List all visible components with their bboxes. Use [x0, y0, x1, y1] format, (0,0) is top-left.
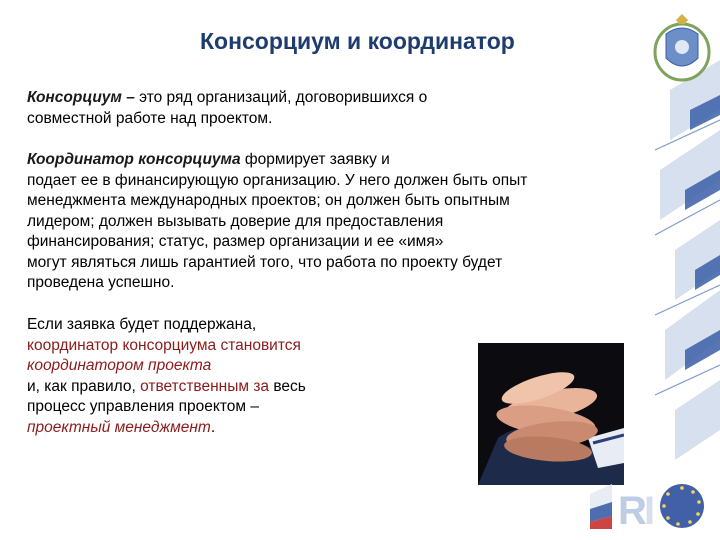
note-line-1: Если заявка будет поддержана,	[27, 316, 257, 333]
note-period: .	[210, 418, 216, 436]
coat-of-arms-icon	[652, 12, 712, 82]
coordinator-line: финансирования; статус, размер организации и ее «имя»	[27, 233, 444, 250]
coordinator-term: Координатор консорциума	[27, 151, 241, 168]
ris-logo	[582, 474, 712, 534]
note-line-6	[27, 418, 367, 439]
note-line-3: координатором проекта	[27, 357, 212, 374]
stacked-hands-illustration	[478, 343, 624, 485]
coordinator-line: могут являться лишь гарантией того, что работа по проекту будет	[27, 253, 503, 271]
coordinator-line: проведена успешно.	[27, 274, 175, 291]
definition-line-1	[27, 88, 567, 109]
note-highlight: ответственным за	[140, 377, 270, 395]
coordinator-line: лидером; должен вызывать доверие для предоставления	[27, 212, 444, 230]
coordinator-line: подает ее в финансирующую организацию. У него должен быть опыт	[27, 171, 528, 189]
note-line-2: координатор консорциума становится	[27, 336, 301, 354]
consortium-definition	[27, 88, 567, 129]
definition-text: это ряд организаций, договорившихся о	[139, 89, 428, 106]
definition-line-2: совместной работе над проектом.	[27, 109, 273, 127]
coordinator-description	[27, 150, 627, 294]
svg-text:R: R	[618, 489, 647, 533]
consortium-term: Консорциум –	[27, 89, 140, 106]
note-line-5: процесс управления проектом –	[27, 398, 259, 415]
project-management-note	[27, 315, 367, 438]
coordinator-line-1	[27, 150, 627, 171]
note-line-4	[27, 377, 367, 398]
slide-title: Консорциум и координатор	[200, 28, 515, 54]
note-plain: и, как правило,	[27, 377, 141, 395]
svg-text:I: I	[644, 489, 656, 533]
coordinator-text: формирует заявку и	[240, 151, 390, 168]
project-management-term: проектный менеджмент	[27, 418, 211, 436]
stacked-hands-photo	[478, 343, 624, 485]
note-end: весь	[269, 377, 306, 395]
coordinator-line: менеджмента международных проектов; он должен быть опытным	[27, 192, 510, 209]
